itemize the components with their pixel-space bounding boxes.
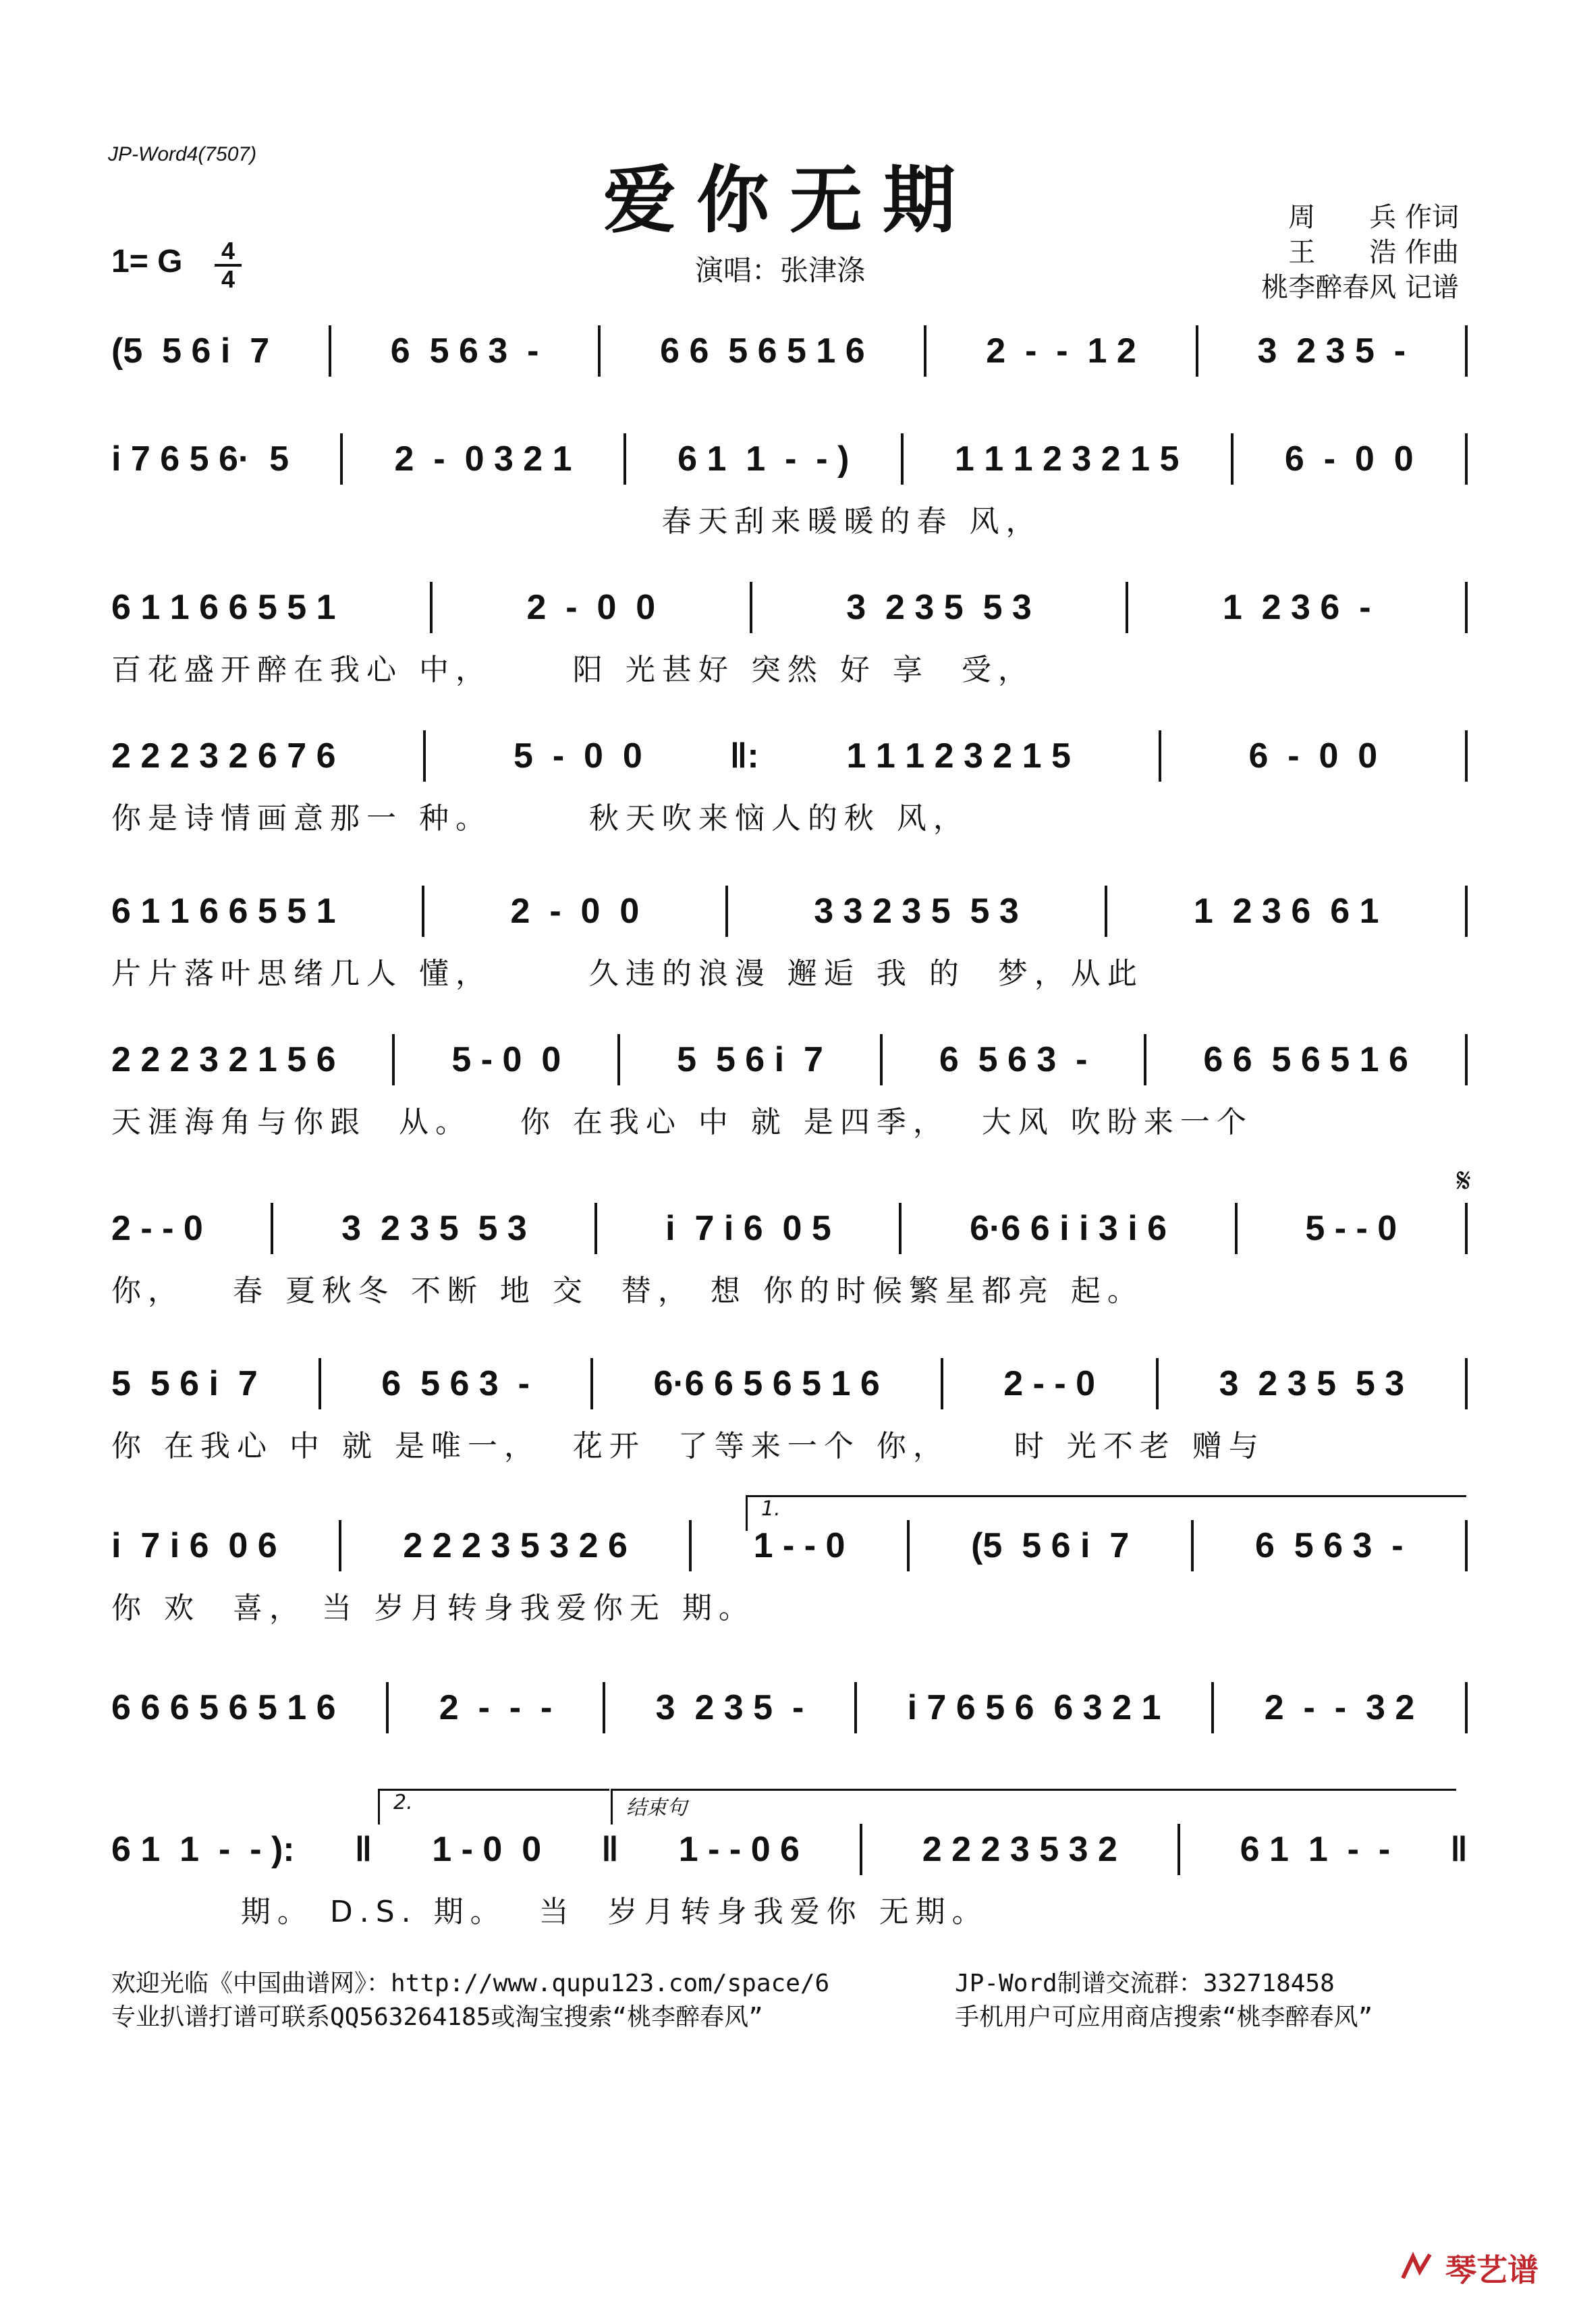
measure: ‖: (729, 736, 759, 776)
measure: 5 - 0 0 (514, 736, 642, 776)
barline (1465, 886, 1468, 937)
barline (1196, 325, 1198, 377)
barline (318, 1358, 321, 1409)
score-system (0, 1201, 1579, 1336)
barline (1159, 730, 1161, 782)
barline (422, 886, 424, 937)
measure: (5 5 6 i 7 (111, 331, 270, 371)
qinyipu-logo-icon (1400, 2251, 1440, 2285)
barline (329, 325, 331, 377)
score-system (0, 432, 1579, 567)
barline (1465, 730, 1468, 782)
measure: 2 2 2 3 2 6 7 6 (111, 736, 336, 776)
measure: 6 5 6 3 - (390, 331, 539, 371)
barline (392, 1034, 395, 1085)
lyrics-line: 你是诗情画意那一 种。 秋天吹来恼人的秋 风， (111, 801, 970, 836)
measure: 1 2 3 6 - (1222, 588, 1371, 627)
score-system (0, 884, 1579, 1019)
lyrics-line: 天涯海角与你跟 从。 你 在我心 中 就 是四季， 大风 吹盼来一个 (111, 1105, 1253, 1139)
measure: ‖ (601, 1830, 619, 1869)
score-system (0, 729, 1579, 864)
barline (423, 730, 426, 782)
notes-line (111, 1357, 1468, 1411)
notes-line (111, 884, 1468, 938)
barline (750, 582, 752, 633)
measure: 6 5 6 3 - (939, 1040, 1088, 1079)
ending-bracket (611, 1789, 1456, 1825)
transcriber-credit: 桃李醉春风 记谱 (1261, 272, 1459, 303)
measure: 3 2 3 5 - (655, 1688, 804, 1727)
barline (1465, 433, 1468, 485)
measure: 3 2 3 5 5 3 (341, 1209, 527, 1248)
measure: 3 2 3 5 5 3 (846, 588, 1032, 627)
barline (430, 582, 433, 633)
measure: 1 - - 0 6 (678, 1830, 800, 1869)
lyrics-line: 你 在我心 中 就 是唯一， 花开 了等来一个 你， 时 光不老 赠与 (111, 1429, 1265, 1463)
barline (854, 1682, 857, 1733)
measure: i 7 6 5 6· 5 (111, 439, 289, 479)
barline (603, 1682, 605, 1733)
score-system (0, 580, 1579, 715)
barline (1178, 1824, 1180, 1875)
footer-right-line2: 手机用户可应用商店搜索“桃李醉春风” (955, 2003, 1373, 2031)
barline (1156, 1358, 1159, 1409)
barline (725, 886, 728, 937)
barline (1465, 582, 1468, 633)
footer-left-line2: 专业扒谱打谱可联系QQ563264185或淘宝搜索“桃李醉春风” (111, 2003, 763, 2031)
measure: 3 2 3 5 5 3 (1219, 1364, 1405, 1403)
notes-line (111, 1201, 1468, 1255)
measure: i 7 i 6 0 6 (111, 1526, 277, 1565)
notes-line (111, 324, 1468, 378)
measure: 5 - 0 0 (451, 1040, 561, 1079)
measure: 2 - 0 3 2 1 (394, 439, 572, 479)
score-system (0, 1357, 1579, 1492)
lyricist-credit: 周 兵 作词 (1288, 202, 1459, 233)
measure: 2 2 2 3 2 1 5 6 (111, 1040, 336, 1079)
measure: 6 1 1 6 6 5 5 1 (111, 588, 336, 627)
measure: 1 - 0 0 (432, 1830, 542, 1869)
barline (860, 1824, 862, 1875)
barline (899, 1203, 902, 1254)
measure: 6 - 0 0 (1248, 736, 1378, 776)
volta-1 (746, 1495, 1466, 1531)
measure: 6 5 6 3 - (1254, 1526, 1404, 1565)
barline (1465, 1203, 1468, 1254)
measure: 5 - - 0 (1305, 1209, 1397, 1248)
measure: 1 2 3 6 6 1 (1193, 892, 1379, 931)
measure: 6·6 6 5 6 5 1 6 (653, 1364, 880, 1403)
measure: i 7 6 5 6 6 3 2 1 (907, 1688, 1161, 1727)
measure: (5 5 6 i 7 (971, 1526, 1130, 1565)
measure: 6 - 0 0 (1284, 439, 1414, 479)
measure: 5 5 6 i 7 (111, 1364, 258, 1403)
singer-credit: 演唱：张津涤 (695, 254, 866, 287)
measure: 3 3 2 3 5 5 3 (814, 892, 1019, 931)
watermark-logo (1400, 2246, 1539, 2290)
barline (598, 325, 601, 377)
notes-line (111, 1681, 1468, 1735)
song-title: 爱你无期 (603, 158, 976, 243)
measure: 6 1 1 6 6 5 5 1 (111, 892, 336, 931)
barline (386, 1682, 389, 1733)
measure: 2 - - - (439, 1688, 553, 1727)
measure: 2 - 0 0 (526, 588, 656, 627)
measure: 6 6 5 6 5 1 6 (660, 331, 865, 371)
barline (941, 1358, 943, 1409)
barline (1211, 1682, 1214, 1733)
barline (340, 433, 343, 485)
barline (1465, 1682, 1468, 1733)
segno-mark: 𝄋 (1456, 1161, 1471, 1200)
measure: 6 1 1 - - ) (677, 439, 850, 479)
barline (880, 1034, 883, 1085)
lyrics-line: 期。 D.S. 期。 当 岁月转身我爱你 无期。 (111, 1895, 989, 1929)
measure: 1 1 1 2 3 2 1 5 (954, 439, 1180, 479)
measure: ‖ (354, 1830, 372, 1869)
lyrics-line: 百花盛开醉在我心 中， 阳 光甚好 突然 好 享 受， (111, 653, 1034, 687)
score-system (0, 1822, 1579, 1957)
barline (1465, 1358, 1468, 1409)
measure: ‖ (1450, 1830, 1468, 1869)
barline (617, 1034, 620, 1085)
software-tag: JP-Word4(7507) (108, 143, 257, 165)
measure: 2 2 2 3 5 3 2 6 (403, 1526, 628, 1565)
barline (924, 325, 926, 377)
measure: 2 2 2 3 5 3 2 (922, 1830, 1117, 1869)
volta-2 (378, 1789, 609, 1825)
notes-line (111, 729, 1468, 783)
time-bottom: 4 (221, 265, 236, 293)
lyrics-line: 春天刮来暖暖的春 风， (111, 504, 1043, 539)
watermark-text: 琴艺谱 (1445, 2252, 1539, 2288)
footer-left-line1: 欢迎光临《中国曲谱网》：http://www.qupu123.com/space/6 (111, 1970, 830, 1997)
volta-1-label: 1. (761, 1497, 781, 1521)
barline (1465, 325, 1468, 377)
measure: 2 - - 0 (1003, 1364, 1096, 1403)
notes-line (111, 1033, 1468, 1087)
measure: 6·6 6 i i 3 i 6 (970, 1209, 1167, 1248)
barline (624, 433, 626, 485)
score-system (0, 1033, 1579, 1168)
measure: 2 - - 3 2 (1264, 1688, 1415, 1727)
measure: 6 1 1 - - (1240, 1830, 1391, 1869)
lyrics-line: 你 欢 喜， 当 岁月转身我爱你无 期。 (111, 1591, 755, 1625)
composer-credit: 王 浩 作曲 (1288, 237, 1459, 268)
key-signature: 1= G (111, 244, 183, 279)
barline (1105, 886, 1107, 937)
barline (1126, 582, 1128, 633)
barline (1231, 433, 1234, 485)
measure: 5 5 6 i 7 (677, 1040, 823, 1079)
footer-right-line1: JP-Word制谱交流群：332718458 (955, 1970, 1335, 1997)
notes-line (111, 432, 1468, 486)
lyrics-line: 片片落叶思绪几人 懂， 久违的浪漫 邂逅 我 的 梦，从此 (111, 956, 1144, 991)
barline (689, 1520, 692, 1571)
measure: 6 6 5 6 5 1 6 (1203, 1040, 1408, 1079)
barline (590, 1358, 593, 1409)
barline (1465, 1034, 1468, 1085)
measure: 6 1 1 - - ): (111, 1830, 295, 1869)
measure: 3 2 3 5 - (1257, 331, 1406, 371)
barline (339, 1520, 341, 1571)
time-signature (215, 237, 242, 293)
measure: 2 - - 0 (111, 1209, 203, 1248)
measure: 1 1 1 2 3 2 1 5 (846, 736, 1071, 776)
measure: i 7 i 6 0 5 (665, 1209, 831, 1248)
notes-line (111, 580, 1468, 634)
measure: 6 5 6 3 - (381, 1364, 530, 1403)
lyrics-line: 你， 春 夏秋冬 不断 地 交 替， 想 你的时候繁星都亮 起。 (111, 1274, 1144, 1308)
volta-2-label: 2. (393, 1791, 413, 1814)
measure: 6 6 6 5 6 5 1 6 (111, 1688, 336, 1727)
barline (594, 1203, 597, 1254)
measure: 2 - - 1 2 (986, 331, 1136, 371)
notes-line (111, 1822, 1468, 1876)
barline (271, 1203, 273, 1254)
measure: 1 - - 0 (753, 1526, 846, 1565)
score-system (0, 1519, 1579, 1654)
barline (1235, 1203, 1238, 1254)
barline (1144, 1034, 1146, 1085)
barline (901, 433, 904, 485)
time-top: 4 (221, 237, 236, 265)
ending-label: 结束句 (626, 1796, 687, 1820)
measure: 2 - 0 0 (510, 892, 640, 931)
